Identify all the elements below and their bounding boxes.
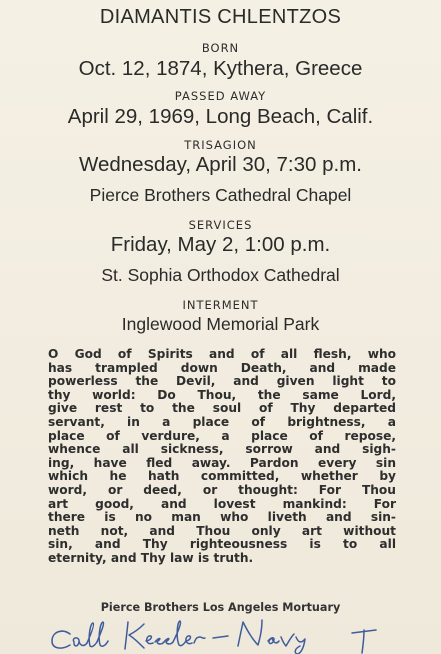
prayer-line: place of verdure, a place of repose,	[48, 428, 396, 443]
prayer-line: thy world: Do Thou, the same Lord,	[48, 387, 396, 402]
services-time: Friday, May 2, 1:00 p.m.	[110, 233, 331, 256]
prayer-line: has trampled down Death, and made	[48, 360, 396, 375]
trisagion-time: Wednesday, April 30, 7:30 p.m.	[79, 153, 362, 176]
prayer-line: word, or deed, or thought: For Thou	[48, 482, 396, 497]
prayer-line: art good, and lovest mankind: For	[48, 496, 396, 511]
prayer-text	[48, 348, 396, 566]
prayer-line: there is no man who liveth and sin-	[48, 510, 396, 525]
passed-away-label: PASSED AWAY	[174, 89, 267, 103]
trisagion-label: TRISAGION	[184, 138, 257, 152]
passed-away-value: April 29, 1969, Long Beach, Calif.	[67, 105, 374, 128]
prayer-line: neth not, and Thou only art without	[48, 523, 396, 538]
prayer-line: sin, and Thy righteousness is to all	[48, 537, 396, 552]
prayer-line: powerless the Devil, and given light to	[48, 374, 396, 389]
prayer-line: servant, in a place of brightness, a	[48, 414, 396, 429]
prayer-line: O God of Spirits and of all flesh, who	[48, 347, 396, 361]
born-label: BORN	[201, 41, 240, 55]
prayer-line: give rest to the soul of Thy departed	[48, 401, 396, 416]
prayer-line: which he hath committed, whether by	[48, 469, 396, 484]
prayer-line: eternity, and Thy law is truth.	[48, 550, 254, 565]
services-place: St. Sophia Orthodox Cathedral	[101, 265, 340, 285]
services-label: SERVICES	[188, 218, 253, 232]
prayer-line: ing, have fled away. Pardon every sin	[48, 455, 396, 470]
prayer-line: whence all sickness, sorrow and sigh-	[48, 442, 396, 457]
interment-label: INTERMENT	[182, 298, 259, 312]
deceased-name: DIAMANTIS CHLENTZOS	[99, 6, 342, 28]
handwritten-note	[0, 610, 441, 654]
mortuary-name: Pierce Brothers Los Angeles Mortuary	[100, 601, 341, 614]
interment-place: Inglewood Memorial Park	[121, 314, 320, 334]
trisagion-place: Pierce Brothers Cathedral Chapel	[89, 185, 352, 205]
born-value: Oct. 12, 1874, Kythera, Greece	[78, 57, 363, 80]
